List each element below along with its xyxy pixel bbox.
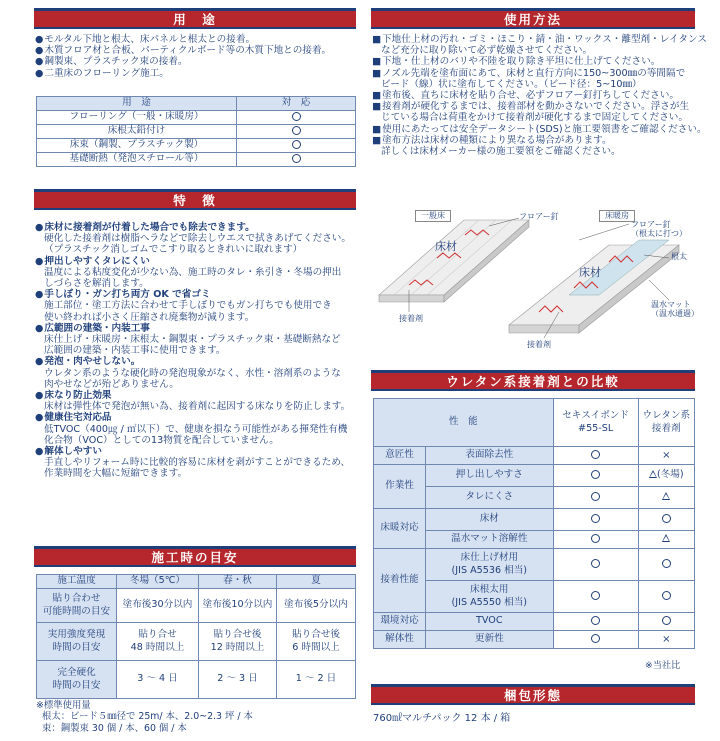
method-item: ■使用にあたっては安全データシート(SDS)と施工要領書をご確認ください。 [372,123,707,135]
usage-row-label: 基礎断熱（発泡スチロール等） [37,153,237,167]
comparison-cat: 接着性能 [374,549,426,613]
feature-item: ●床なり防止効果 床材は弾性体で発泡が無い為、接着剤に起因する床なりを防止します。 [35,390,351,413]
comparison-note: ※当社比 [645,660,681,671]
cross-icon: × [638,447,694,465]
timing-cell: 塗布後5分以内 [277,589,356,623]
method-item: ■接着剤が硬化するまでは、接着部材を動かさないでください。浮さが生 じている場合は荷重をかけて接着剤が硬化するまで固定してください。 [372,101,690,124]
diagram-label-heated: 床暖房 [599,210,635,222]
diagram-label-adhesive: 接着剤 [527,340,551,349]
cross-icon: × [638,631,694,649]
comparison-item: 表面除去性 [426,447,554,465]
timing-notes: ※標準使用量 根太：ビード５㎜径で 25m/ 本、2.0~2.3 坪 / 本 束：鋼製束 30 個 / 本、60 個 / 本 [36,700,253,734]
method-item: ■塗布後、直ちに床材を貼り合せ、必ずフロアー釘打ちしてください。 [372,90,679,102]
comparison-item: 床仕上げ材用 (JIS A5536 相当) [426,549,554,581]
feature-item: ●発泡・肉やせしない。 ウレタン系のような硬化時の発泡現象がなく、水性・溶剤系のような 肉やせなどが殆どありません。 [35,356,341,390]
timing-cell: 貼り合せ後 6 時間以上 [277,623,356,661]
timing-col-summer: 夏 [277,575,356,589]
comparison-item: タレにくさ [426,487,554,509]
diagram-label-nail-right: フロアー釘 （根太に打つ） [631,220,687,238]
comparison-cat: 作業性 [374,465,426,509]
comparison-table [373,398,695,649]
timing-col-spring: 春・秋 [199,575,277,589]
method-item: ■塗布方法は床材の種類により異なる場合があります。 詳しくは床材メーカー様の施工要領をご確認ください。 [372,134,621,158]
timing-cell: 1 ～ 2 日 [277,661,356,699]
comparison-col-a: セキスイボンド #55-SL [553,399,638,447]
circle-icon [292,126,301,135]
diagram-label-mat: 温水マット （温水通過） [651,300,699,318]
circle-icon [292,112,301,121]
timing-cell: 3 ～ 4 日 [117,661,199,699]
comparison-item: 押し出しやすさ [426,465,554,487]
circle-icon [292,140,301,149]
timing-row-label: 貼り合わせ 可能時間の目安 [37,589,117,623]
comparison-item: 床根太用 (JIS A5550 相当) [426,581,554,613]
feature-item: ●解体しやすい 手直しやリフォーム時に比較的容易に床材を剥がすことができるため、 作業時間を大幅に短縮できます。 [35,446,351,480]
timing-col-temp: 施工温度 [37,575,117,589]
circle-icon [591,534,600,543]
circle-icon [591,616,600,625]
comparison-cat: 環境対応 [374,613,426,631]
timing-col-winter: 冬場（5℃） [117,575,199,589]
timing-row-label: 完全硬化 時間の目安 [37,661,117,699]
circle-icon [591,591,600,600]
comparison-item: 更新性 [426,631,554,649]
circle-icon [591,634,600,643]
circle-icon [662,616,671,625]
diagram-label-nail: フロアー釘 [519,212,559,221]
method-item: ■下地・仕上材のバリや不陸を取り除き平坦に仕上げてください。 [372,56,661,68]
circle-icon [662,591,671,600]
triangle-icon [662,492,670,500]
usage-row-label: フローリング（一般・床暖房） [37,111,237,125]
comparison-heading: ウレタン系接着剤との比較 [371,370,695,391]
comparison-item: 温水マット溶解性 [426,531,554,549]
diagram-label-floor: 床材 [579,266,601,279]
comparison-col-b: ウレタン系 接着剤 [638,399,694,447]
timing-row-label: 実用強度発現 時間の目安 [37,623,117,661]
usage-list [34,34,356,79]
diagram-label-floor: 床材 [435,240,457,253]
method-list [371,34,711,157]
usage-item: ●モルタル下地と根太、床パネルと根太との接着。 [35,34,256,45]
diagram-label-adhesive: 接着剤 [399,314,423,323]
features-heading: 特 徴 [34,189,356,210]
comparison-cat: 解体性 [374,631,426,649]
package-text: 760㎖マルチパック 12 本 / 箱 [373,713,511,724]
timing-cell: 貼り合せ 48 時間以上 [117,623,199,661]
timing-heading: 施工時の目安 [34,546,356,567]
feature-item: ●手しぼり・ガン打ち両方 OK で省ゴミ 施工部位・塗工方法に合わせて手しぼりでもガン打ちでも使用でき 使い終われば小さく圧縮され廃棄物が減ります。 [35,289,332,323]
timing-cell: 塗布後30分以内 [117,589,199,623]
circle-icon [591,450,600,459]
circle-icon [662,559,671,568]
timing-cell: 貼り合せ後 12 時間以上 [199,623,277,661]
usage-col-support: 対 応 [237,97,356,111]
timing-cell: 塗布後10分以内 [199,589,277,623]
diagram-label-joist: 根太 [671,252,687,261]
usage-col-usage: 用 途 [37,97,237,111]
usage-heading: 用 途 [34,8,356,29]
diagram-label-general: 一般床 [415,210,451,222]
triangle-icon [649,470,657,478]
circle-icon [591,492,600,501]
circle-icon [292,154,301,163]
method-item: ■下地仕上材の汚れ・ゴミ・ほこり・錆・油・ワックス・離型剤・レイタンス など充分に取り除いて必ず乾燥させてください。 [372,34,707,57]
comparison-cat: 床暖対応 [374,509,426,549]
timing-cell: 2 ～ 3 日 [199,661,277,699]
comparison-col-perf: 性 能 [374,399,554,447]
comparison-cat: 意匠性 [374,447,426,465]
timing-table [36,574,356,699]
feature-item: ●床材に接着剤が付着した場合でも除去できます。 硬化した接着剤は樹脂ヘラなどで除去しウエスで拭きあげてください。 （プラスチック消しゴムでこすり取るときれいに取れます） [35,222,351,256]
usage-item: ●二重床のフローリング施工。 [35,67,169,79]
circle-icon [662,514,671,523]
triangle-icon [662,534,670,542]
floor-diagram [369,200,719,360]
usage-table [36,96,356,167]
usage-row-label: 床束（鋼製、プラスチック製） [37,139,237,153]
method-item: ■ノズル先端を塗布面にあて、床材と直行方向に150~300㎜の等間隔で ビード（線）状に塗布してください。（ビード径：5~10㎜） [372,67,686,90]
feature-item: ●健康住宅対応品 低TVOC（400㎍ / ㎡以下）で、健康を損なう可能性がある揮発性有機 化合物（VOC）としての13物質を配合していません。 [35,412,348,446]
usage-item: ●鋼製束、プラスチック束の接着。 [35,56,188,68]
feature-item: ●広範囲の建築・内装工事 床仕上げ・床暖房・床根太・鋼製束・プラスチック束・基礎断熱など 広範囲の建築・内装工事に使用できます。 [35,322,341,357]
circle-icon [591,514,600,523]
circle-icon [591,470,600,479]
comparison-cell-b: (冬場) [638,465,694,487]
method-heading: 使用方法 [371,8,695,29]
usage-item: ●木質フロア材と合板、パーティクルボード等の木質下地との接着。 [35,45,332,57]
comparison-item: 床材 [426,509,554,531]
comparison-item: TVOC [426,613,554,631]
features-list [34,222,356,480]
feature-item: ●押出しやすくタレにくい 温度による粘度変化が少ない為、施工時のタレ・糸引き・冬場の押出 しづらさを解消します。 [35,255,342,290]
usage-row-label: 床根太鉛付け [37,125,237,139]
package-heading: 梱包形態 [371,684,695,705]
circle-icon [591,559,600,568]
